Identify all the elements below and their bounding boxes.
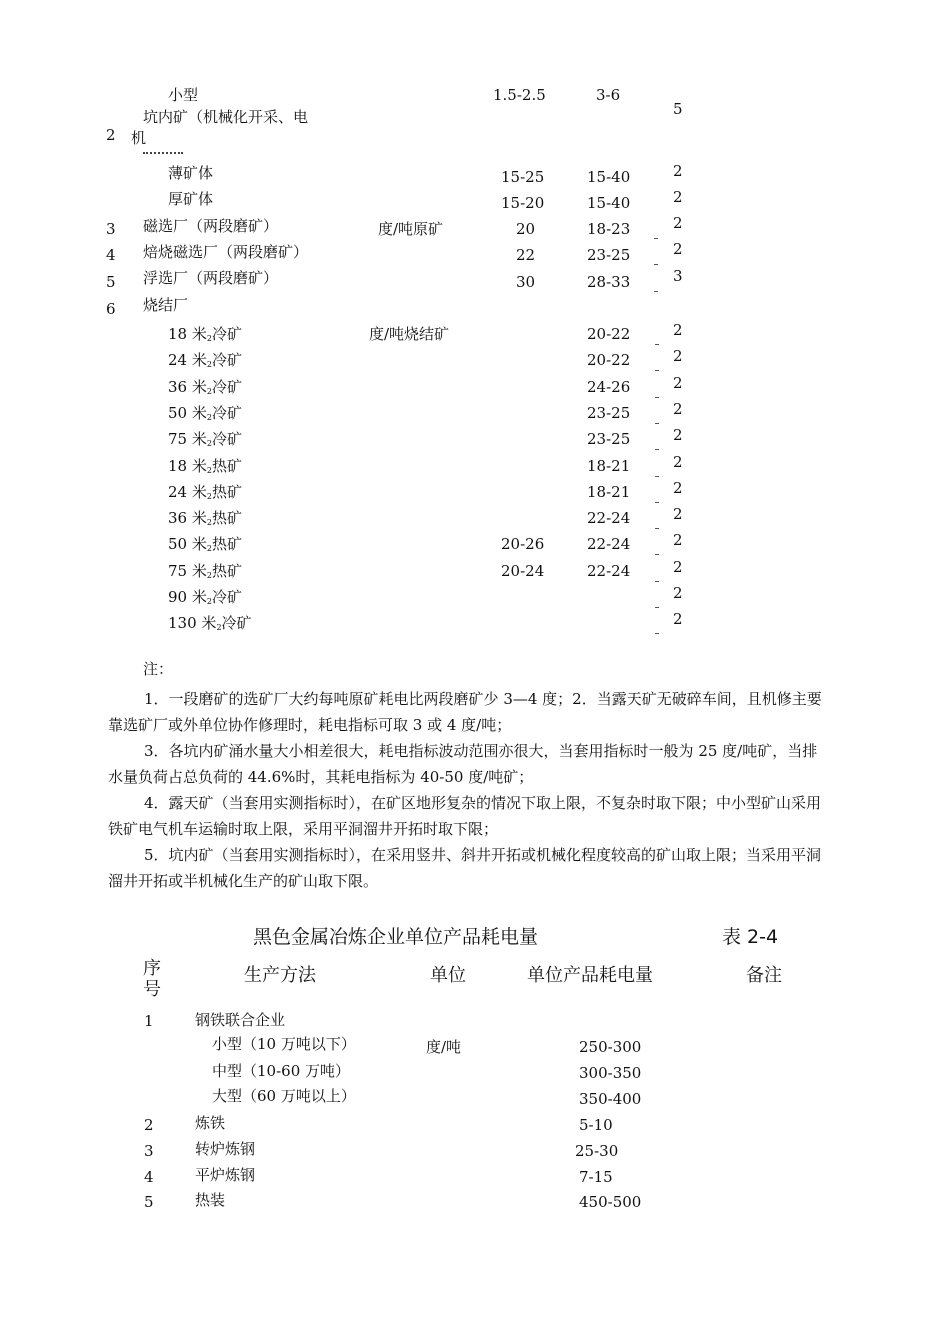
tick-mark	[655, 397, 659, 398]
row-underground-label-cont: 机	[131, 129, 147, 147]
row-thin-note: 2	[673, 162, 683, 180]
sinter-row-kind: 冷矿	[211, 404, 242, 422]
tick-mark	[655, 476, 659, 477]
tick-mark	[655, 370, 659, 371]
sinter-row-v2: 22-24	[587, 509, 631, 527]
sinter-row-size: 18	[168, 457, 188, 475]
sinter-row-unit: 米	[191, 457, 207, 475]
sinter-row-size: 75	[168, 430, 188, 448]
sinter-row-note: 2	[673, 531, 683, 549]
note-item-1: 1．一段磨矿的选矿厂大约每吨原矿耗电比两段磨矿少 3—4 度；2．当露天矿无破碎车间，且机修主要靠选矿厂或外单位协作修理时，耗电指标可取 3 或 4 度/吨；	[108, 690, 822, 734]
sinter-row-unit: 米	[191, 509, 207, 527]
sinter-row-v2: 20-22	[587, 351, 631, 369]
row-3-num: 3	[106, 220, 116, 238]
note-item-3: 3．各坑内矿涌水量大小相差很大，耗电指标波动范围亦很大，当套用指标时一般为 25 度/吨矿，当排水量负荷占总负荷的 44.6%时，其耗电指标为 40-50 度/吨矿；	[108, 742, 818, 786]
sinter-row-unit: 米	[191, 325, 207, 343]
row-4-label: 焙烧磁选厂（两段磨矿）	[143, 243, 309, 261]
t2-row-1-num: 1	[144, 1012, 154, 1030]
sinter-row-v2: 18-21	[587, 483, 631, 501]
t2-row-large-value: 350-400	[579, 1090, 642, 1108]
sinter-row-unit-sub: 2	[206, 571, 212, 580]
row-underground-num: 2	[106, 126, 116, 144]
t2-row-large-method: 大型（60 万吨以上）	[212, 1087, 356, 1105]
sinter-row-unit-sub: 2	[206, 439, 212, 448]
header-consumption: 单位产品耗电量	[527, 965, 653, 986]
tick-mark	[655, 423, 659, 424]
t2-row-4-method: 平炉炼钢	[195, 1166, 256, 1184]
sinter-row-label	[168, 590, 242, 606]
sinter-row-v1: 20-26	[501, 535, 545, 553]
sinter-row-unit-sub: 2	[206, 597, 212, 606]
row-small-label: 小型	[168, 86, 199, 104]
sinter-row-size: 18	[168, 325, 188, 343]
row-underground-label: 坑内矿（机械化开采、电	[143, 108, 309, 126]
table-title: 黑色金属冶炼企业单位产品耗电量	[253, 926, 539, 948]
sinter-row-unit-sub: 2	[206, 334, 212, 343]
tick-mark	[655, 633, 659, 634]
t2-row-medium-value: 300-350	[579, 1064, 642, 1082]
row-5-v2: 28-33	[587, 273, 631, 291]
header-unit: 单位	[430, 965, 466, 986]
sinter-row-unit-sub: 2	[206, 466, 212, 475]
sinter-row-note: 2	[673, 321, 683, 339]
sinter-row-unit: 米	[191, 588, 207, 606]
table-number: 表 2-4	[722, 926, 779, 948]
sinter-row-label	[168, 564, 242, 580]
sinter-row-unit: 米	[191, 562, 207, 580]
sinter-row-note: 2	[673, 610, 683, 628]
sinter-row-label	[168, 511, 242, 527]
sinter-row-label	[168, 485, 242, 501]
row-small-v2: 3-6	[596, 86, 621, 104]
sinter-row-kind: 冷矿	[211, 378, 242, 396]
row-5-v1: 30	[516, 273, 536, 291]
sinter-row-unit-sub: 2	[206, 413, 212, 422]
sinter-row-kind: 冷矿	[221, 614, 252, 632]
sinter-row-unit: 米	[191, 483, 207, 501]
sinter-row-unit: 米	[201, 614, 217, 632]
sinter-row-unit-sub: 2	[206, 518, 212, 527]
sinter-row-kind: 热矿	[211, 483, 242, 501]
sinter-row-size: 36	[168, 509, 188, 527]
sinter-row-unit: 米	[191, 404, 207, 422]
row-thin-label: 薄矿体	[168, 164, 214, 182]
row-thick-v1: 15-20	[501, 194, 545, 212]
sinter-row-label	[168, 616, 252, 632]
notes-heading: 注：	[143, 660, 174, 678]
sinter-row-unit: 米	[191, 351, 207, 369]
tick-mark	[655, 607, 659, 608]
sinter-row-unit: 米	[191, 535, 207, 553]
row-5-note: 3	[673, 267, 683, 285]
t2-row-5-num: 5	[144, 1193, 154, 1211]
clipped-text-fragment	[143, 150, 183, 155]
sinter-row-label	[168, 537, 242, 553]
t2-row-5-method: 热装	[195, 1191, 226, 1209]
sinter-row-v2: 23-25	[587, 404, 631, 422]
note-item-5: 5．坑内矿（当套用实测指标时），在采用竖井、斜井开拓或机械化程度较高的矿山取上限；当采用平洞溜井开拓或半机械化生产的矿山取下限。	[108, 846, 822, 890]
row-small-v1: 1.5-2.5	[493, 86, 546, 104]
t2-row-2-method: 炼铁	[195, 1114, 226, 1132]
sinter-row-size: 50	[168, 535, 188, 553]
row-3-label: 磁选厂（两段磨矿）	[143, 217, 279, 235]
row-4-num: 4	[106, 246, 116, 264]
sinter-row-size: 24	[168, 351, 188, 369]
sinter-row-size: 75	[168, 562, 188, 580]
t2-row-2-value: 5-10	[579, 1116, 613, 1134]
sinter-row-unit-sub: 2	[216, 623, 222, 632]
sinter-row-unit-sub: 2	[206, 544, 212, 553]
sinter-row-v2: 22-24	[587, 562, 631, 580]
sinter-row-kind: 热矿	[211, 562, 242, 580]
row-mech-note: 5	[673, 100, 683, 118]
t2-row-medium-method: 中型（10-60 万吨）	[212, 1062, 351, 1080]
tick-mark	[655, 528, 659, 529]
tick-mark	[655, 344, 659, 345]
row-thick-label: 厚矿体	[168, 190, 214, 208]
sinter-row-unitcol: 度/吨烧结矿	[369, 325, 450, 343]
header-seq-bottom: 号	[143, 979, 161, 1000]
header-method: 生产方法	[244, 965, 316, 986]
row-3-v1: 20	[516, 220, 536, 238]
sinter-row-unit: 米	[191, 430, 207, 448]
tick-mark	[654, 238, 658, 239]
row-5-num: 5	[106, 273, 116, 291]
sinter-row-label	[168, 406, 242, 422]
row-4-note: 2	[673, 240, 683, 258]
sinter-row-kind: 热矿	[211, 457, 242, 475]
sinter-row-label	[168, 459, 242, 475]
sinter-row-note: 2	[673, 505, 683, 523]
sinter-row-label	[168, 327, 242, 343]
sinter-row-size: 90	[168, 588, 188, 606]
sinter-row-note: 2	[673, 374, 683, 392]
sinter-row-kind: 冷矿	[211, 588, 242, 606]
sinter-row-size: 130	[168, 614, 197, 632]
sinter-row-label	[168, 380, 242, 396]
sinter-row-note: 2	[673, 453, 683, 471]
t2-row-1-method: 钢铁联合企业	[195, 1011, 286, 1029]
t2-row-4-value: 7-15	[579, 1168, 613, 1186]
sinter-row-v2: 20-22	[587, 325, 631, 343]
sinter-row-label	[168, 353, 242, 369]
t2-row-5-value: 450-500	[579, 1193, 642, 1211]
sinter-row-unit-sub: 2	[206, 360, 212, 369]
t2-row-3-value: 25-30	[575, 1142, 619, 1160]
sinter-row-size: 24	[168, 483, 188, 501]
tick-mark	[655, 581, 659, 582]
t2-row-2-num: 2	[144, 1116, 154, 1134]
row-6-label: 烧结厂	[143, 296, 189, 314]
row-3-v2: 18-23	[587, 220, 631, 238]
sinter-row-size: 36	[168, 378, 188, 396]
header-seq-top: 序	[143, 958, 161, 979]
sinter-row-kind: 热矿	[211, 535, 242, 553]
sinter-row-kind: 热矿	[211, 509, 242, 527]
t2-row-small-value: 250-300	[579, 1038, 642, 1056]
sinter-row-unit: 米	[191, 378, 207, 396]
tick-mark	[655, 502, 659, 503]
row-4-v1: 22	[516, 246, 536, 264]
sinter-row-note: 2	[673, 426, 683, 444]
row-6-num: 6	[106, 300, 116, 318]
sinter-row-v1: 20-24	[501, 562, 545, 580]
sinter-row-v2: 24-26	[587, 378, 631, 396]
sinter-row-unit-sub: 2	[206, 387, 212, 396]
sinter-row-v2: 23-25	[587, 430, 631, 448]
row-5-label: 浮选厂（两段磨矿）	[143, 269, 279, 287]
sinter-row-note: 2	[673, 558, 683, 576]
sinter-row-note: 2	[673, 479, 683, 497]
sinter-row-note: 2	[673, 347, 683, 365]
sinter-row-note: 2	[673, 584, 683, 602]
row-3-note: 2	[673, 214, 683, 232]
row-4-v2: 23-25	[587, 246, 631, 264]
sinter-row-note: 2	[673, 400, 683, 418]
row-thick-note: 2	[673, 188, 683, 206]
sinter-row-v2: 18-21	[587, 457, 631, 475]
tick-mark	[655, 449, 659, 450]
sinter-row-kind: 冷矿	[211, 430, 242, 448]
t2-row-small-unit: 度/吨	[426, 1038, 462, 1056]
t2-row-3-num: 3	[144, 1142, 154, 1160]
row-thin-v1: 15-25	[501, 168, 545, 186]
note-item-4: 4．露天矿（当套用实测指标时），在矿区地形复杂的情况下取上限，不复杂时取下限；中小型矿山采用铁矿电气机车运输时取上限，采用平洞溜井开拓时取下限；	[108, 794, 822, 838]
tick-mark	[654, 264, 658, 265]
tick-mark	[655, 554, 659, 555]
sinter-row-size: 50	[168, 404, 188, 422]
row-thick-v2: 15-40	[587, 194, 631, 212]
sinter-row-kind: 冷矿	[211, 325, 242, 343]
sinter-row-kind: 冷矿	[211, 351, 242, 369]
t2-row-small-method: 小型（10 万吨以下）	[212, 1035, 356, 1053]
sinter-row-unit-sub: 2	[206, 492, 212, 501]
sinter-row-label	[168, 432, 242, 448]
header-remark: 备注	[746, 965, 782, 986]
tick-mark	[654, 291, 658, 292]
sinter-row-v2: 22-24	[587, 535, 631, 553]
t2-row-4-num: 4	[144, 1168, 154, 1186]
row-thin-v2: 15-40	[587, 168, 631, 186]
row-3-unit: 度/吨原矿	[378, 220, 444, 238]
t2-row-3-method: 转炉炼钢	[195, 1140, 256, 1158]
